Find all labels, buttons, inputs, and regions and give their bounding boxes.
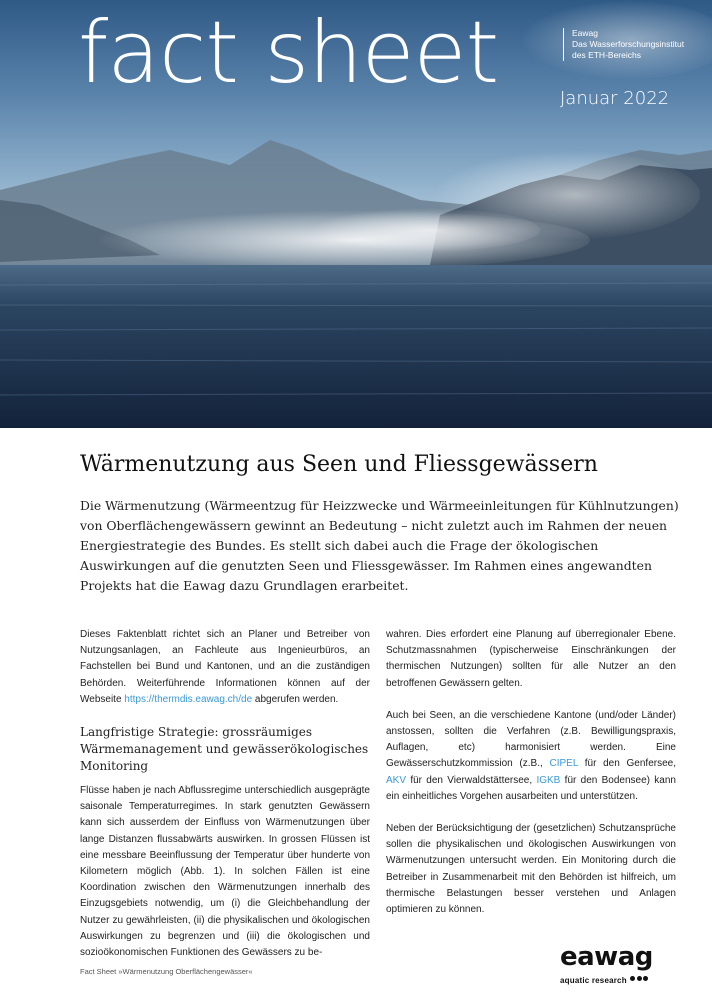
right-column — [386, 627, 676, 934]
paragraph-2 — [386, 708, 676, 805]
institution-block — [563, 28, 684, 61]
paragraph-2-text-c: für den Vierwaldstättersee, — [406, 774, 537, 786]
section-heading: Langfristige Strategie: grossräumiges Wärmemanagement und gewässerökologisches Monitoring — [80, 725, 369, 774]
intro-text: Dieses Faktenblatt richtet sich an Planer und Betreiber von Nutzungsanlagen, an Fachleute aus Ingenieurbüros, an Fachstellen bei Bund und Kantonen, und an die zuständigen Behörden. Weiterführende Informationen können auf der Webseite — [80, 629, 370, 705]
publication-date: Januar 2022 — [560, 88, 670, 109]
section-paragraph: Flüsse haben je nach Abflussregime unterschiedlich ausgeprägte saisonale Temperaturregimes. In stark genutzten Gewässern kann sich ausserdem der Einfluss von Wärmenutzungen über lange Distanzen flussabwärts auswirken. In grossen Flüssen ist eine messbare Beeinflussung der Temperatur über hunderte von Kilometern möglich (Abb. 1). In solchen Fällen ist eine Koordination zwischen den Wärmenutzungen innerhalb des Einzugsgebiets notwendig, um (i) die Gleichbehandlung der Nutzer zu gewährleisten, (ii) die physikalischen und ökologischen Auswirkungen zu begrenzen und (iii) die ökologischen und sozioökonomischen Funktionen des Gewässers zu be- — [80, 785, 370, 959]
eawag-logo — [560, 944, 690, 988]
article-lead: Die Wärmenutzung (Wärmeentzug für Heizzwecke und Wärmeeinleitungen für Kühlnutzungen) von Oberflächengewässern gewinnt an Bedeutung – nicht zuletzt auch im Rahmen der neuen Energiestrategie des Bundes. Es stellt sich dabei auch die Frage der ökologischen Auswirkungen auf die genutzten Seen und Fliessgewässer. Im Rahmen eines angewandten Projekts hat die Eawag dazu Grundlagen erarbeitet. — [80, 498, 679, 593]
paragraph-2-text-b: für den Genfersee, — [578, 758, 676, 770]
cipel-link[interactable]: CIPEL — [549, 758, 579, 770]
paragraph-1: wahren. Dies erfordert eine Planung auf überregionaler Ebene. Schutzmassnahmen (typischerweise Einschränkungen der thermischen Nutzungen) sollten für alle Nutzer an den betroffenen Gewässern gelten. — [386, 629, 676, 689]
document-type-title: fact sheet — [78, 3, 499, 103]
logo-tagline: aquatic research — [560, 976, 627, 985]
cover-photo — [0, 0, 712, 428]
institution-subtitle-2: des ETH-Bereichs — [572, 50, 641, 60]
paragraph-2-text-d: für den Bodensee) kann ein einheitliches Vorgehen ausarbeiten und unterstützen. — [386, 774, 676, 802]
logo-dots-icon — [629, 970, 649, 988]
igkb-link[interactable]: IGKB — [536, 774, 561, 786]
paragraph-2-text-a: Auch bei Seen, an die verschiedene Kantone (und/oder Länder) anstossen, sollten die Verfahren (z.B. Bewilligungspraxis, Auflagen, etc) harmonisiert werden. Eine Gewässerschutzkommission (z.B., — [386, 709, 676, 770]
article-headline: Wärmenutzung aus Seen und Fliessgewässern — [80, 452, 598, 477]
left-column — [80, 627, 370, 977]
thermdis-link[interactable]: https://thermdis.eawag.ch/de — [124, 693, 253, 705]
paragraph-3: Neben der Berücksichtigung der (gesetzlichen) Schutzansprüche sollen die physikalischen und ökologischen Auswirkungen von Wärmenutzungen untersucht werden. Ein Monitoring durch die Betreiber in Zusammenarbeit mit den Behörden ist hilfreich, um thermische Belastungen besser verstehen und Anlagen optimieren zu können. — [386, 823, 676, 916]
institution-subtitle-1: Das Wasserforschungsinstitut — [572, 39, 685, 49]
intro-text-end: abgerufen werden. — [252, 693, 339, 705]
intro-paragraph — [80, 627, 370, 708]
institution-name: Eawag — [572, 28, 598, 38]
akv-link[interactable]: AKV — [386, 774, 407, 786]
logo-wordmark: eawag — [560, 942, 653, 972]
footer-caption: Fact Sheet »Wärmenutzung Oberflächengewässer« — [80, 967, 253, 976]
